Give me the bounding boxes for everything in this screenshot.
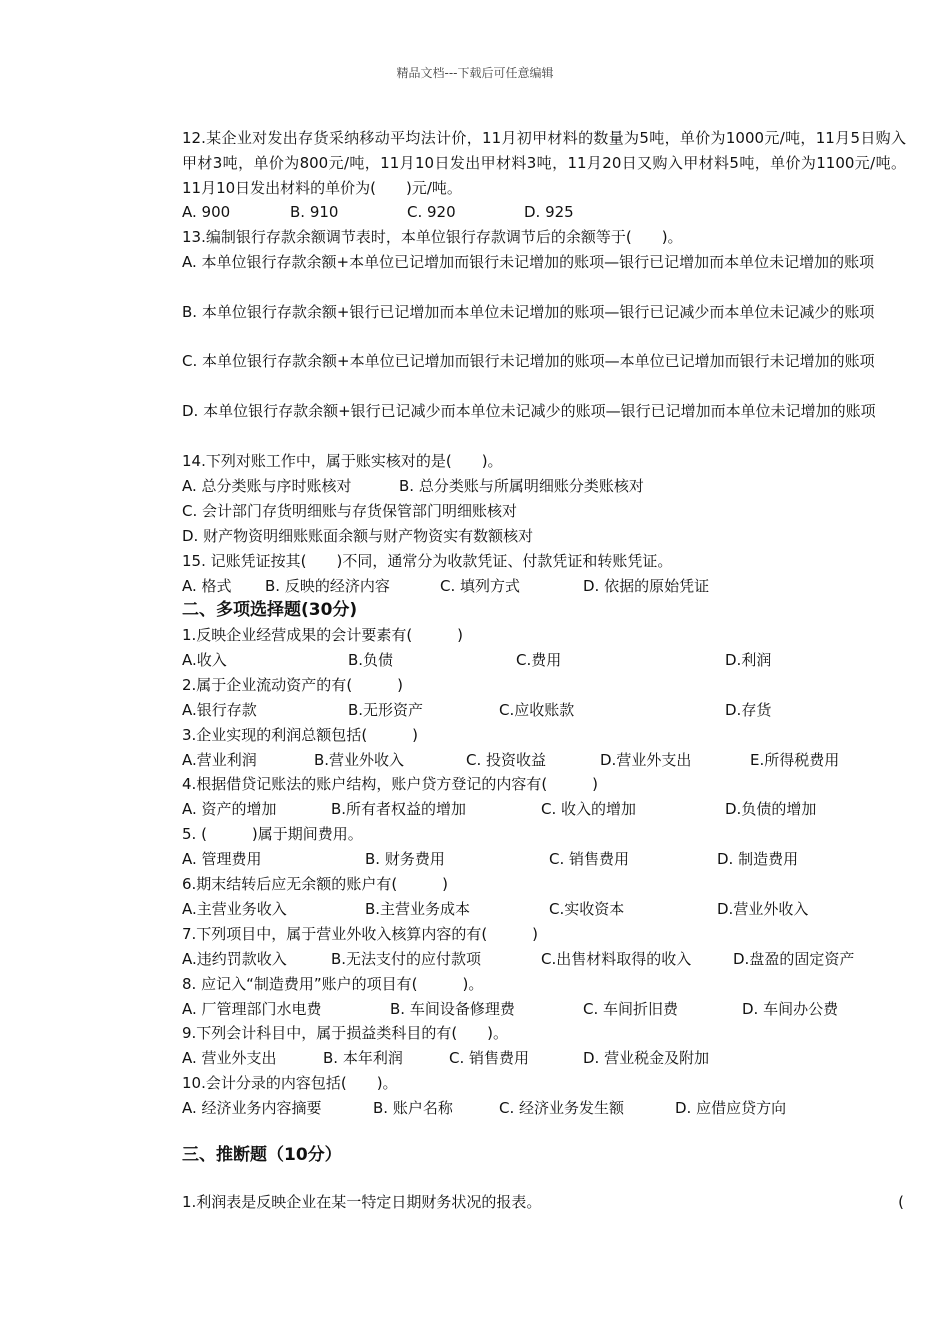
mc-6-option-a: A.主营业务收入: [182, 900, 287, 918]
question-12-text: 12.某企业对发出存货采纳移动平均法计价，11月初甲材料的数量为5吨，单价为1000元/吨，11月5日购入甲材3吨，单价为800元/吨，11月10日发出甲材料3吨，11月20日又购入甲材料5吨，单价为1100元/吨。11月10日发出材料的单价为( )元/吨。: [182, 129, 906, 197]
mc-3-option-b: B.营业外收入: [314, 751, 405, 769]
mc-7-option-b: B.无法支付的应付款项: [331, 950, 482, 968]
mc-10-option-d: D. 应借应贷方向: [675, 1099, 787, 1117]
mc-10-stem: 10.会计分录的内容包括( )。: [182, 1074, 398, 1092]
mc-3-stem: 3.企业实现的利润总额包括( ): [182, 726, 419, 744]
mc-3-option-c: C. 投资收益: [466, 751, 547, 769]
mc-6-option-d: D.营业外收入: [717, 900, 809, 918]
q15-option-c: C. 填列方式: [440, 577, 521, 595]
mc-2-option-c: C.应收账款: [499, 701, 575, 719]
mc-6-option-b: B.主营业务成本: [365, 900, 471, 918]
mc-2-stem: 2.属于企业流动资产的有( ): [182, 676, 404, 694]
mc-1-option-c: C.费用: [516, 651, 562, 669]
mc-9-option-c: C. 销售费用: [449, 1049, 530, 1067]
mc-7-option-a: A.违约罚款收入: [182, 950, 287, 968]
question-14-stem: 14.下列对账工作中，属于账实核对的是( )。: [182, 452, 503, 470]
mc-3-option-a: A.营业利润: [182, 751, 257, 769]
judgment-1-stem: 1.利润表是反映企业在某一特定日期财务状况的报表。: [182, 1193, 542, 1211]
mc-8-option-c: C. 车间折旧费: [583, 1000, 679, 1018]
mc-5-option-a: A. 管理费用: [182, 850, 262, 868]
mc-10-option-c: C. 经济业务发生额: [499, 1099, 625, 1117]
mc-4-option-c: C. 收入的增加: [541, 800, 637, 818]
mc-8-option-d: D. 车间办公费: [742, 1000, 839, 1018]
mc-5-option-d: D. 制造费用: [717, 850, 799, 868]
mc-7-stem: 7.下列项目中，属于营业外收入核算内容的有( ): [182, 925, 539, 943]
mc-8-stem: 8. 应记入“制造费用”账户的项目有( )。: [182, 975, 484, 993]
mc-6-stem: 6.期末结转后应无余额的账户有( ): [182, 875, 449, 893]
q13-option-c: C. 本单位银行存款余额+本单位已记增加而银行未记增加的账项—本单位已记增加而银行未记增加的账项: [182, 352, 875, 370]
q14-option-b: B. 总分类账与所属明细账分类账核对: [399, 477, 644, 495]
q14-option-a: A. 总分类账与序时账核对: [182, 477, 352, 495]
q13-option-d: D. 本单位银行存款余额+银行已记减少而本单位未记减少的账项—银行已记增加而本单位未记增加的账项: [182, 402, 876, 420]
mc-9-option-d: D. 营业税金及附加: [583, 1049, 710, 1067]
mc-4-option-d: D.负债的增加: [725, 800, 817, 818]
question-15-stem: 15. 记账凭证按其( )不同，通常分为收款凭证、付款凭证和转账凭证。: [182, 552, 673, 570]
mc-8-option-b: B. 车间设备修理费: [390, 1000, 515, 1018]
mc-1-option-b: B.负债: [348, 651, 394, 669]
section-2-heading: 二、多项选择题(30分): [182, 600, 358, 620]
q15-option-a: A. 格式: [182, 577, 232, 595]
mc-4-stem: 4.根据借贷记账法的账户结构，账户贷方登记的内容有( ): [182, 775, 599, 793]
mc-5-stem: 5. ( )属于期间费用。: [182, 825, 363, 843]
q14-option-c: C. 会计部门存货明细账与存货保管部门明细账核对: [182, 502, 518, 520]
q12-option-a: A. 900: [182, 203, 231, 221]
question-13-stem: 13.编制银行存款余额调节表时，本单位银行存款调节后的余额等于( )。: [182, 228, 683, 246]
q12-option-b: B. 910: [290, 203, 339, 221]
q15-option-d: D. 依据的原始凭证: [583, 577, 710, 595]
q13-option-a: A. 本单位银行存款余额+本单位已记增加而银行未记增加的账项—银行已记增加而本单位未记增加的账项: [182, 253, 875, 271]
mc-2-option-d: D.存货: [725, 701, 772, 719]
mc-3-option-e: E.所得税费用: [750, 751, 840, 769]
mc-9-stem: 9.下列会计科目中，属于损益类科目的有( )。: [182, 1024, 509, 1042]
mc-4-option-a: A. 资产的增加: [182, 800, 277, 818]
q13-option-b: B. 本单位银行存款余额+银行已记增加而本单位未记增加的账项—银行已记减少而本单位未记减少的账项: [182, 303, 875, 321]
mc-10-option-b: B. 账户名称: [373, 1099, 453, 1117]
mc-1-option-d: D.利润: [725, 651, 772, 669]
q12-option-c: C. 920: [407, 203, 456, 221]
mc-3-option-d: D.营业外支出: [600, 751, 692, 769]
mc-8-option-a: A. 厂管理部门水电费: [182, 1000, 322, 1018]
mc-5-option-c: C. 销售费用: [549, 850, 630, 868]
mc-6-option-c: C.实收资本: [549, 900, 625, 918]
q14-option-d: D. 财产物资明细账账面余额与财产物资实有数额核对: [182, 527, 534, 545]
mc-10-option-a: A. 经济业务内容摘要: [182, 1099, 322, 1117]
mc-9-option-a: A. 营业外支出: [182, 1049, 277, 1067]
mc-2-option-b: B.无形资产: [348, 701, 424, 719]
mc-4-option-b: B.所有者权益的增加: [331, 800, 467, 818]
mc-7-option-d: D.盘盈的固定资产: [733, 950, 855, 968]
mc-1-option-a: A.收入: [182, 651, 227, 669]
mc-5-option-b: B. 财务费用: [365, 850, 445, 868]
page-header: 精品文档---下载后可任意编辑: [396, 66, 554, 80]
q12-option-d: D. 925: [524, 203, 574, 221]
mc-9-option-b: B. 本年利润: [323, 1049, 403, 1067]
section-3-heading: 三、推断题（10分）: [182, 1145, 342, 1165]
judgment-1-answer-paren: (: [898, 1193, 904, 1211]
mc-2-option-a: A.银行存款: [182, 701, 257, 719]
q15-option-b: B. 反映的经济内容: [265, 577, 390, 595]
mc-1-stem: 1.反映企业经营成果的会计要素有( ): [182, 626, 464, 644]
mc-7-option-c: C.出售材料取得的收入: [541, 950, 692, 968]
